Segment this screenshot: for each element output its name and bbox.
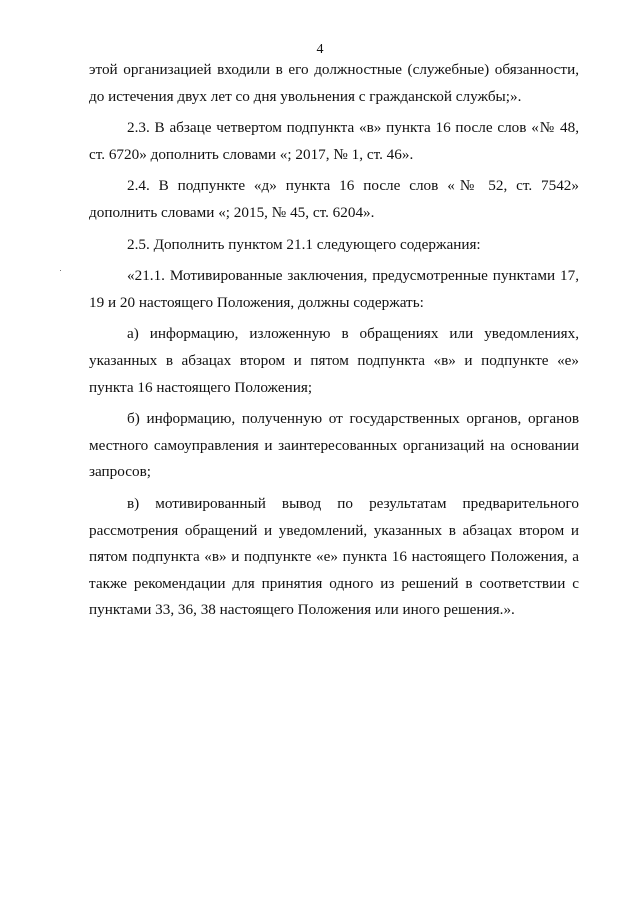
paragraph-item-b: б) информацию, полученную от государственных органов, органов местного самоуправления и заинтересованных организаций на основании запросов; bbox=[89, 410, 579, 481]
document-body bbox=[89, 57, 579, 624]
paragraph-item-a: а) информацию, изложенную в обращениях или уведомлениях, указанных в абзацах втором и пятом подпункта «в» и подпункте «е» пункта 16 настоящего Положения; bbox=[89, 325, 579, 396]
paragraph-continuation: этой организацией входили в его должностные (служебные) обязанности, до истечения двух лет со дня увольнения с гражданской службы;». bbox=[89, 61, 579, 105]
paragraph-2-4: 2.4. В подпункте «д» пункта 16 после слов «№ 52, ст. 7542» дополнить словами «; 2015, № 45, ст. 6204». bbox=[89, 177, 579, 221]
page-number: 4 bbox=[316, 42, 324, 57]
paragraph-2-3: 2.3. В абзаце четвертом подпункта «в» пункта 16 после слов «№ 48, ст. 6720» дополнить словами «; 2017, № 1, ст. 46». bbox=[89, 119, 579, 163]
paragraph-item-v: в) мотивированный вывод по результатам предварительного рассмотрения обращений и уведомлений, указанных в абзацах втором и пятом подпункта «в» и подпункте «е» пункта 16 настоящего Положения, а также рекомендации для принятия одного из решений в соответствии с пунктами 33, 36, 38 настоящего Положения или иного решения.». bbox=[89, 494, 579, 619]
scan-speck bbox=[60, 270, 61, 271]
paragraph-2-5: 2.5. Дополнить пунктом 21.1 следующего содержания: bbox=[127, 235, 481, 253]
paragraph-21-1: «21.1. Мотивированные заключения, предусмотренные пунктами 17, 19 и 20 настоящего Положения, должны содержать: bbox=[89, 267, 579, 311]
